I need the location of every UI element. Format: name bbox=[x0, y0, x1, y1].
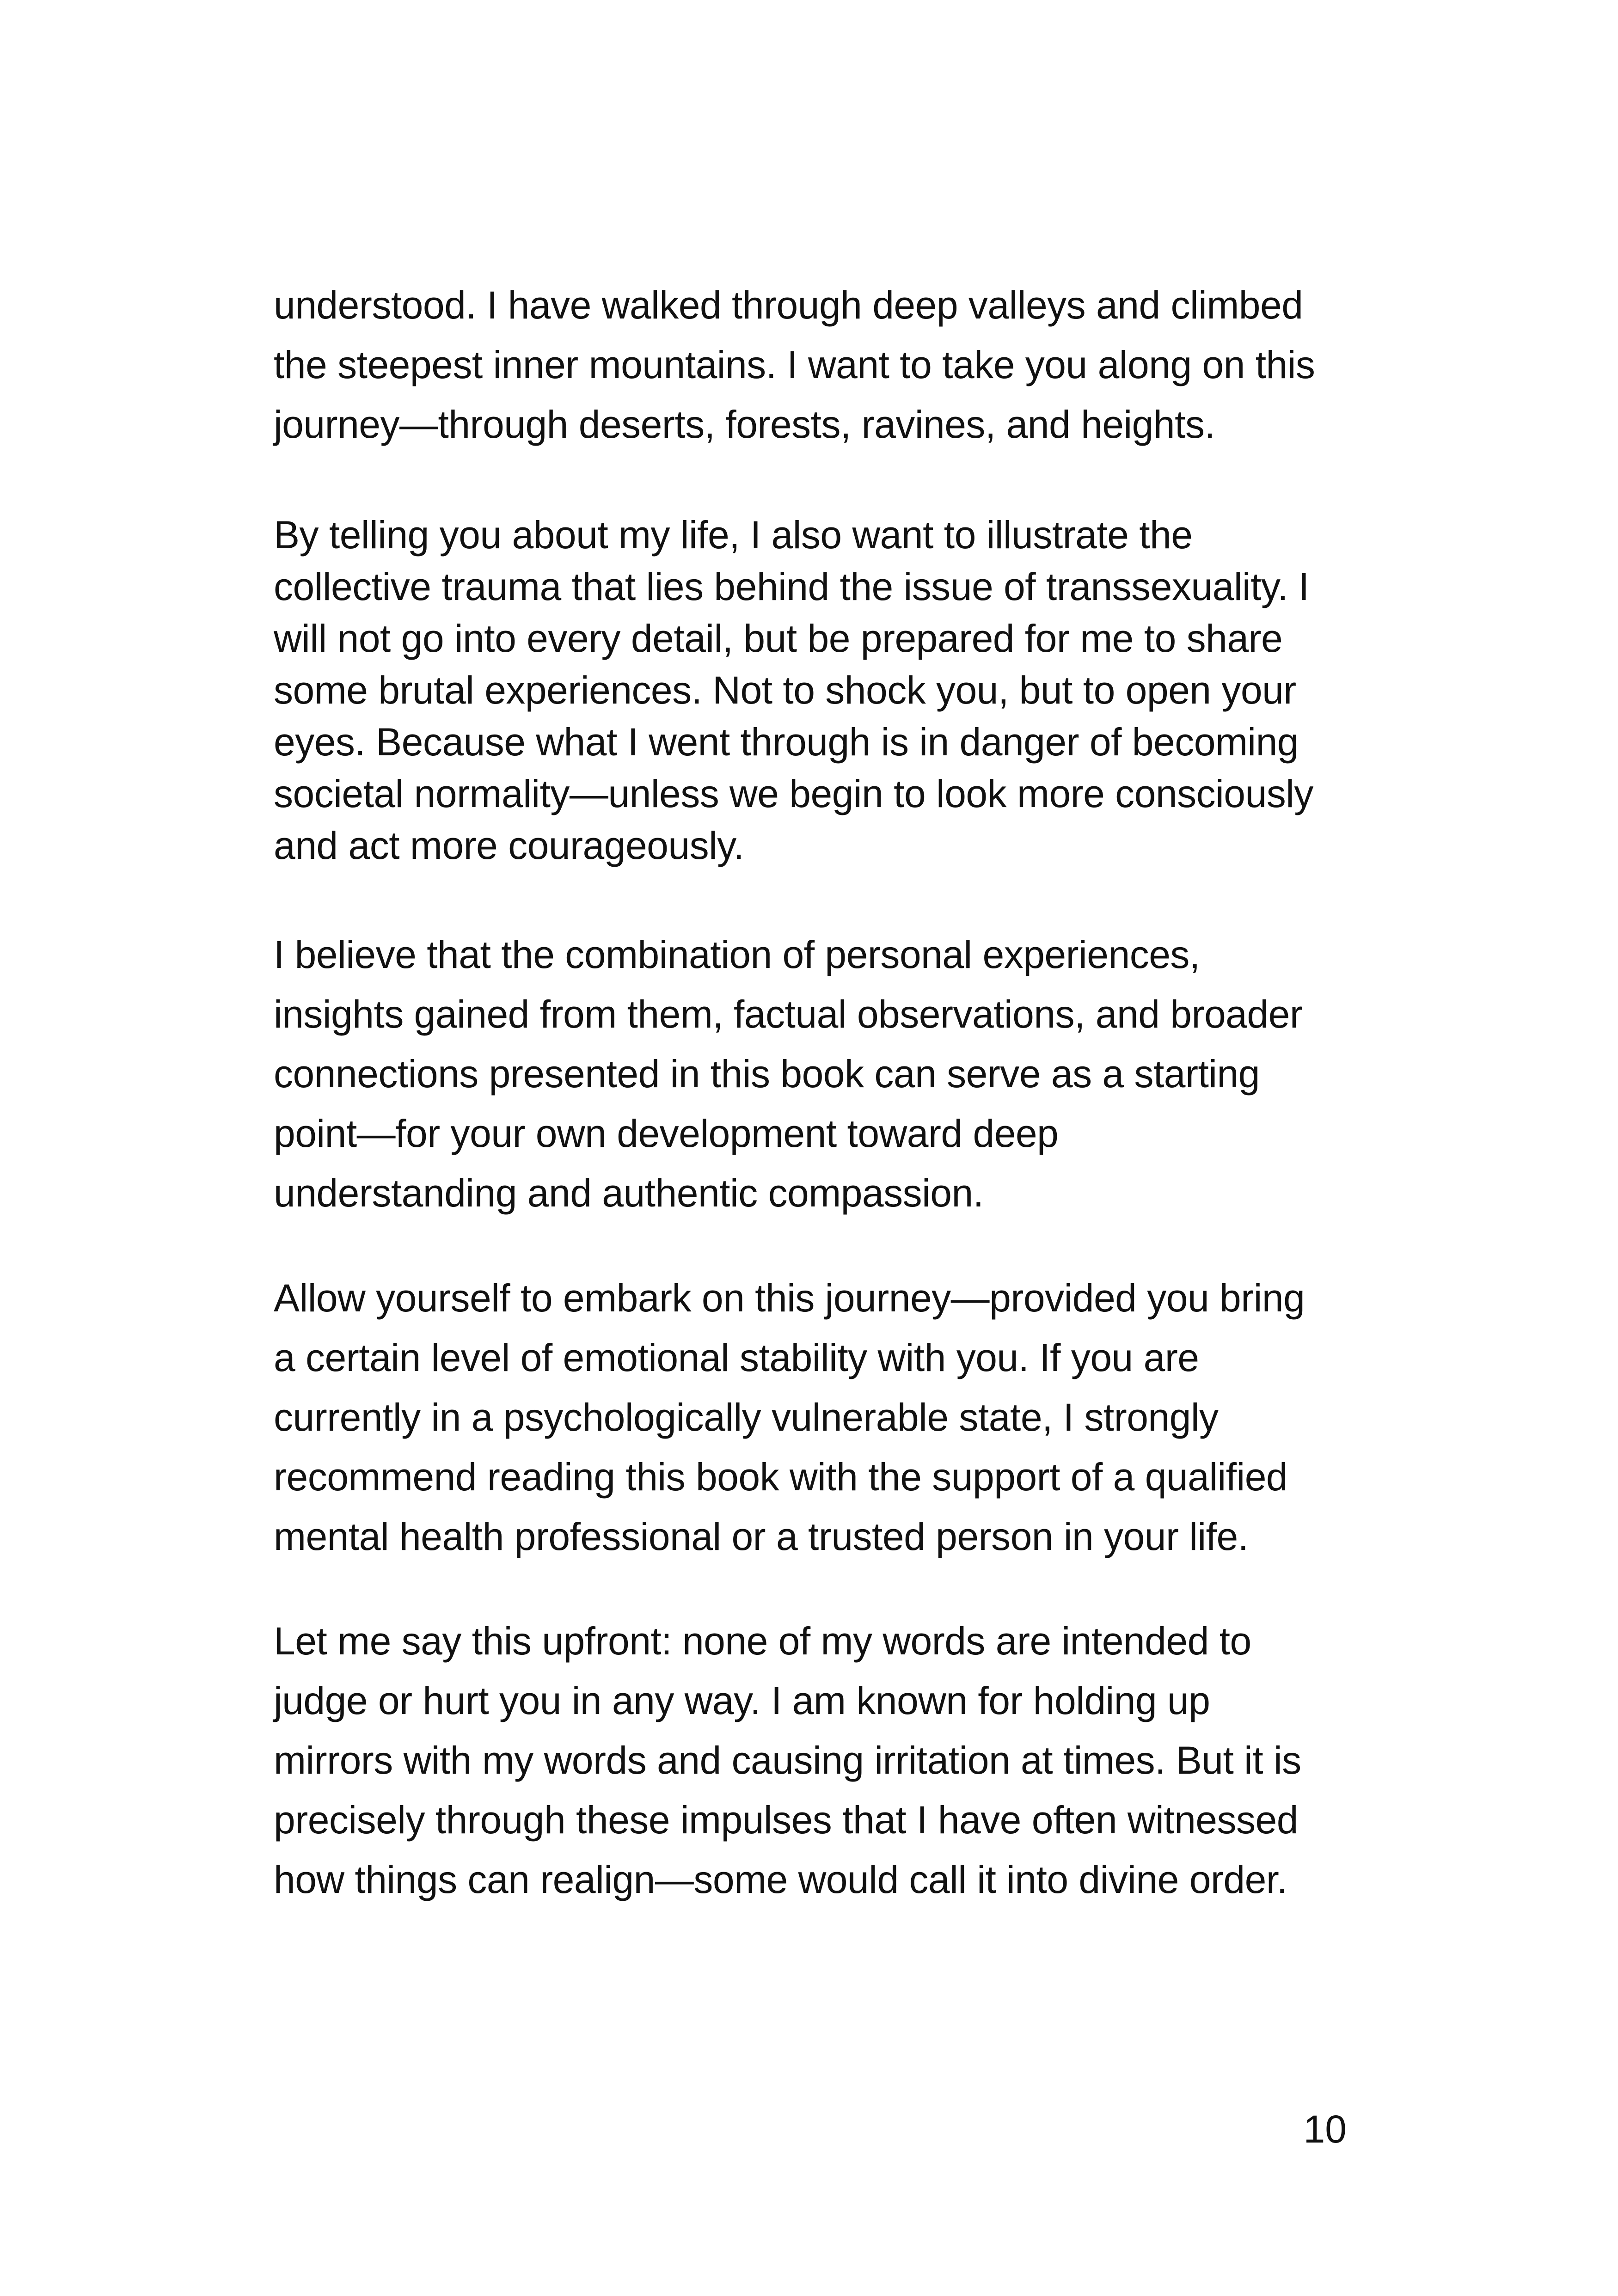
paragraph-journey bbox=[274, 276, 1365, 454]
text-line: judge or hurt you in any way. I am known for holding up bbox=[274, 1679, 1210, 1722]
text-line: precisely through these impulses that I have often witnessed bbox=[274, 1798, 1298, 1842]
text-line: connections presented in this book can serve as a starting bbox=[274, 1052, 1260, 1096]
text-line: mirrors with my words and causing irritation at times. But it is bbox=[274, 1739, 1301, 1782]
text-line: currently in a psychologically vulnerable state, I strongly bbox=[274, 1396, 1219, 1439]
text-line: understanding and authentic compassion. bbox=[274, 1171, 984, 1215]
text-line: Let me say this upfront: none of my words are intended to bbox=[274, 1619, 1251, 1663]
paragraph-upfront bbox=[274, 1611, 1365, 1910]
paragraph-collective-trauma bbox=[274, 509, 1365, 871]
text-line: point—for your own development toward deep bbox=[274, 1112, 1059, 1155]
text-line: By telling you about my life, I also want to illustrate the bbox=[274, 513, 1193, 557]
text-line: societal normality—unless we begin to look more consciously bbox=[274, 772, 1313, 815]
text-line: I believe that the combination of personal experiences, bbox=[274, 933, 1200, 976]
page-number: 10 bbox=[1303, 2107, 1347, 2151]
text-line: a certain level of emotional stability with you. If you are bbox=[274, 1336, 1199, 1379]
text-line: insights gained from them, factual observations, and broader bbox=[274, 992, 1303, 1036]
text-line: recommend reading this book with the support of a qualified bbox=[274, 1455, 1288, 1499]
text-line: understood. I have walked through deep valleys and climbed bbox=[274, 283, 1303, 327]
text-line: eyes. Because what I went through is in danger of becoming bbox=[274, 720, 1299, 764]
text-line: the steepest inner mountains. I want to take you along on this bbox=[274, 343, 1315, 386]
text-line: some brutal experiences. Not to shock you, but to open your bbox=[274, 668, 1296, 712]
text-line: will not go into every detail, but be prepared for me to share bbox=[274, 617, 1283, 660]
text-line: how things can realign—some would call it into divine order. bbox=[274, 1858, 1287, 1901]
text-line: and act more courageously. bbox=[274, 824, 744, 867]
paragraph-embark bbox=[274, 1268, 1365, 1567]
text-line: collective trauma that lies behind the issue of transsexuality. I bbox=[274, 565, 1309, 608]
paragraph-combination bbox=[274, 925, 1365, 1223]
text-line: mental health professional or a trusted person in your life. bbox=[274, 1515, 1249, 1558]
text-line: Allow yourself to embark on this journey—provided you bring bbox=[274, 1276, 1305, 1320]
text-line: journey—through deserts, forests, ravines, and heights. bbox=[274, 403, 1215, 446]
